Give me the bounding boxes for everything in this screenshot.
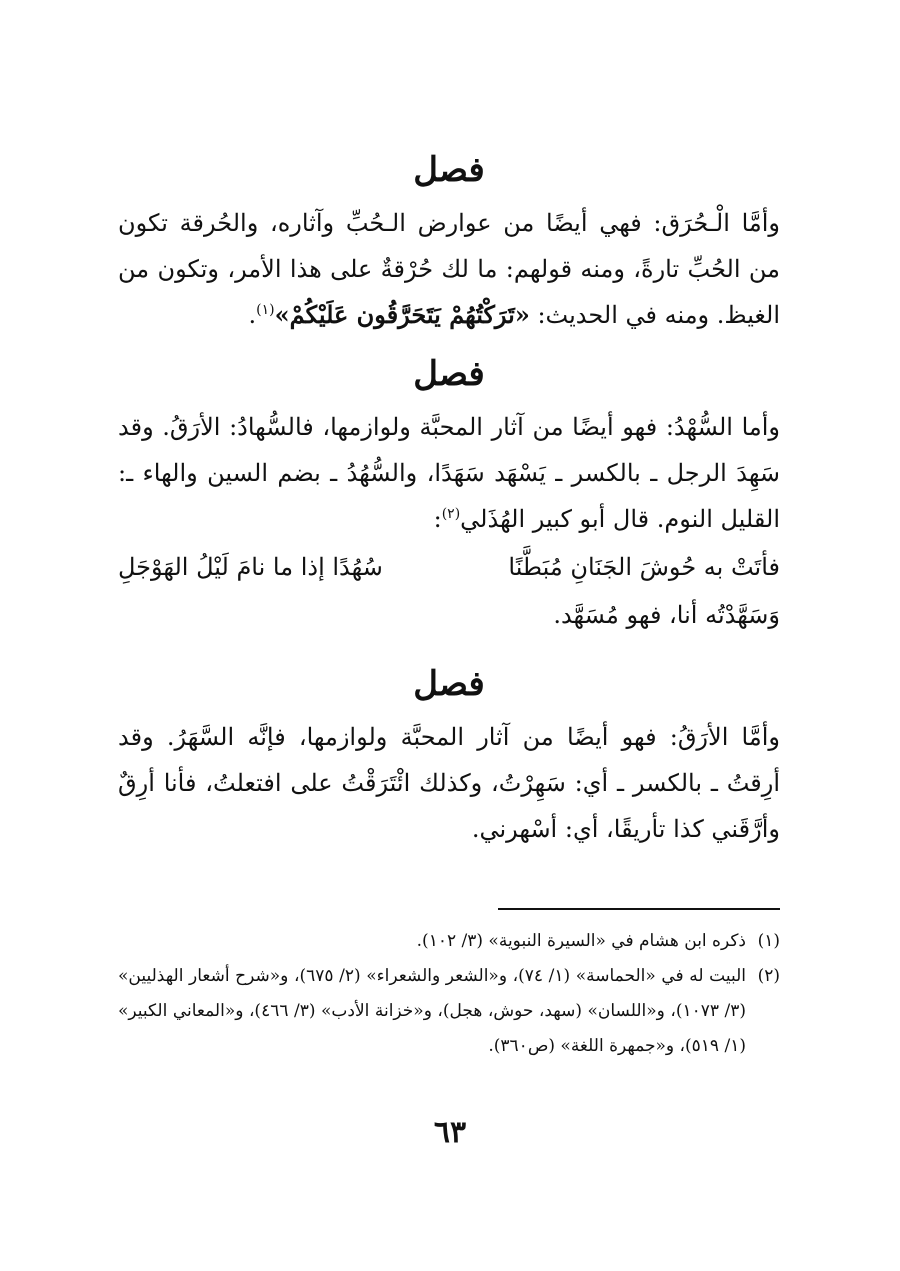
page-body (118, 140, 780, 852)
footnote-item (118, 924, 780, 959)
paragraph-tail: : (433, 505, 442, 533)
footnote-number: (٢) (757, 966, 780, 986)
verse-second-hemistich: سُهُدًا إذا ما نامَ لَيْلُ الهَوْجَلِ (118, 553, 383, 581)
footnote-ref[interactable]: (١) (256, 302, 275, 318)
footnote-separator (498, 908, 780, 910)
poetry-verse (118, 542, 780, 592)
footnotes (118, 908, 780, 1064)
footnote-ref[interactable]: (٢) (441, 506, 461, 522)
footnote-text: ذكره ابن هشام في «السيرة النبوية» (٣/ ١٠٢). (416, 931, 746, 951)
paragraph-araq: وأمَّا الأرَقُ: فهو أيضًا من آثار المحبَّة ولوازمها، فإنَّه السَّهَرُ. وقد أرِقتُ ـ بالكسر ـ أي: سَهِرْتُ، وكذلك ائْتَرَقْتُ على افتعلتُ، فأنا أرِقٌ وأرَّقَني كذا تأريقًا، أي: أسْهرني. (118, 723, 780, 843)
footnote-text: البيت له في «الحماسة» (١/ ٧٤)، و«الشعر والشعراء» (٢/ ٦٧٥)، و«شرح أشعار الهذليين» (٣/ ١٠٧٣)، و«اللسان» (سهد، حوش، هجل)، و«خزانة الأدب» (٣/ ٤٦٦)، و«المعاني الكبير» (١/ ٥١٩)، و«جمهرة اللغة» (ص٣٦٠). (118, 966, 747, 1056)
paragraph-suhd (118, 404, 780, 542)
section-heading: فصل (413, 664, 485, 704)
paragraph-hurq (118, 200, 780, 338)
section-heading: فصل (413, 150, 485, 190)
section-heading: فصل (413, 354, 485, 394)
hadith-quote: «تَرَكْتُهُمْ يَتَحَرَّقُون عَلَيْكُمْ» (274, 300, 530, 329)
paragraph-text: وأمَّا الْـحُرَق: فهي أيضًا من عوارض الـحُبِّ وآثاره، والحُرقة تكون من الحُبِّ تارةً، ومنه قولهم: ما لك حُرْقةٌ على هذا الأمر، وتكون من الغيظ. ومنه في الحديث: (118, 209, 780, 329)
verse-first-hemistich: فأتَتْ به حُوشَ الجَنَانِ مُبَطَّنًا (508, 553, 780, 581)
page-number: ٦٣ (433, 1115, 467, 1150)
paragraph-text: وأما السُّهْدُ: فهو أيضًا من آثار المحبَّة ولوازمها، فالسُّهادُ: الأرَقُ. وقد سَهِدَ الرجل ـ بالكسر ـ يَسْهَد سَهَدًا، والسُّهُدُ ـ بضم السين والهاء ـ: القليل النوم. قال أبو كبير الهُذَلي (118, 413, 780, 533)
footnote-number: (١) (757, 931, 780, 951)
paragraph-after-verse: وَسَهَّدْتُه أنا، فهو مُسَهَّد. (553, 601, 780, 629)
footnote-item (118, 959, 780, 1064)
paragraph-tail: . (248, 301, 257, 329)
